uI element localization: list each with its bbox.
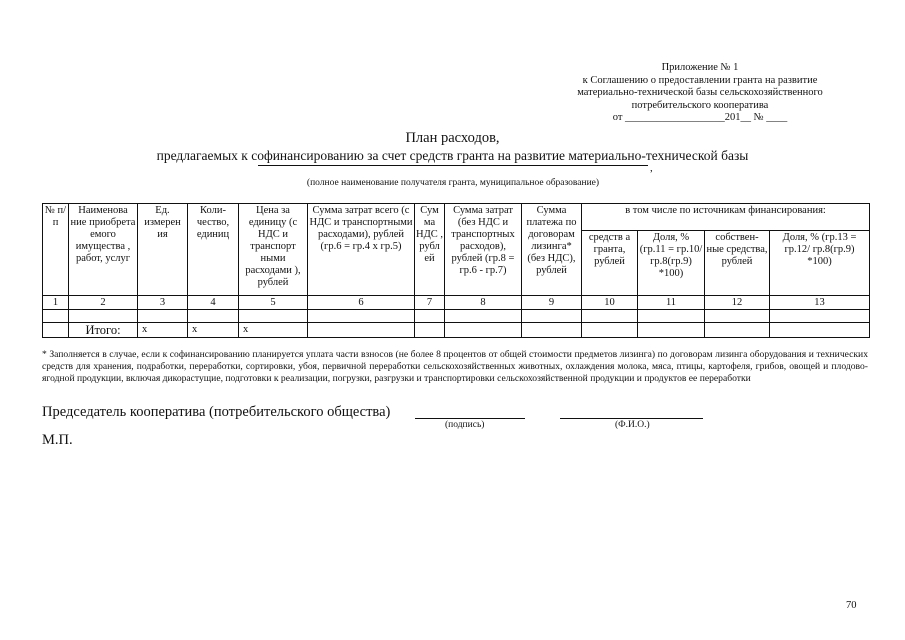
header-cell-13: Доля, % (гр.13 = гр.12/ гр.8(гр.9) *100) [770,231,870,296]
column-number: 12 [705,296,770,310]
empty-cell [445,310,522,323]
empty-cell [308,323,415,338]
recipient-fill-line [258,165,648,167]
empty-cell [770,323,870,338]
column-number: 1 [43,296,69,310]
total-label: Итого: [69,323,138,338]
header-cell-11: Доля, % (гр.11 = гр.10/ гр.8(гр.9) *100) [638,231,705,296]
appendix-line-1: Приложение № 1 [661,62,739,73]
empty-cell [638,323,705,338]
empty-cell [522,310,582,323]
column-number: 2 [69,296,138,310]
column-number-row [43,296,870,310]
empty-cell [415,323,445,338]
total-row [43,323,870,338]
empty-cell [308,310,415,323]
signature-caption: (подпись) [445,420,485,430]
empty-cell [239,310,308,323]
column-number: 9 [522,296,582,310]
total-x-mark: х [239,323,308,338]
column-number: 8 [445,296,522,310]
title-line-2: предлагаемых к софинансированию за счет средств гранта на развитие материально-технической базы [156,148,749,163]
header-cell-10: средств а гранта, рублей [582,231,638,296]
recipient-caption: (полное наименование получателя гранта, муниципальное образование) [306,178,600,188]
column-number: 3 [138,296,188,310]
appendix-line-5: от ___________________201__ № ____ [612,112,788,123]
table-row [43,310,870,323]
appendix-line-3: материально-технической базы сельскохозяйственного [577,87,823,98]
fio-line [560,418,703,419]
empty-cell [705,323,770,338]
column-number: 4 [188,296,239,310]
header-cell-4: Коли- чество, единиц [188,204,239,296]
header-cell-1: № п/п [43,204,69,296]
empty-cell [43,323,69,338]
column-number: 7 [415,296,445,310]
header-cell-9: Сумма платежа по договорам лизинга* (без НДС), рублей [522,204,582,296]
signature-line [415,418,525,419]
fio-caption: (Ф.И.О.) [615,420,650,430]
total-x-mark: х [188,323,239,338]
empty-cell [582,310,638,323]
recipient-comma: , [650,162,653,174]
empty-cell [415,310,445,323]
total-x-mark: х [138,323,188,338]
empty-cell [445,323,522,338]
header-cell-12: собствен- ные средства, рублей [705,231,770,296]
empty-cell [69,310,138,323]
page-number: 70 [846,600,857,611]
column-number: 5 [239,296,308,310]
empty-cell [770,310,870,323]
empty-cell [188,310,239,323]
empty-cell [43,310,69,323]
empty-cell [638,310,705,323]
empty-cell [582,323,638,338]
document-title [0,130,905,164]
column-number: 10 [582,296,638,310]
appendix-line-2: к Соглашению о предоставлении гранта на развитие [582,74,818,86]
expense-plan-table [42,203,870,338]
column-number: 6 [308,296,415,310]
header-cell-2: Наименова ние приобрета емого имущества , работ, услуг [69,204,138,296]
appendix-line-4: потребительского кооператива [631,99,769,111]
title-line-1: План расходов, [405,130,500,146]
column-number: 13 [770,296,870,310]
header-row [43,204,870,231]
header-cell-8: Сумма затрат (без НДС и транспортных расходов), рублей (гр.8 = гр.6 - гр.7) [445,204,522,296]
header-group-financing: в том числе по источникам финансирования: [582,204,870,231]
stamp-label: М.П. [42,432,73,448]
empty-cell [522,323,582,338]
empty-cell [705,310,770,323]
header-cell-3: Ед. измерен ия [138,204,188,296]
empty-cell [138,310,188,323]
appendix-header [420,62,905,125]
column-number: 11 [638,296,705,310]
header-cell-6: Сумма затрат всего (с НДС и транспортными расходами), рублей (гр.6 = гр.4 х гр.5) [308,204,415,296]
chair-label: Председатель кооператива (потребительского общества) [42,404,391,420]
leasing-footnote: * Заполняется в случае, если к софинансированию планируется уплата части взносов (не более 8 процентов от общей стоимости предметов лизинга) по договорам лизинга оборудования и технических средств для хранения, подработки, переработки, сортировки, убоя, первичной переработки сельскохозяйственных животных, охлаждения молока, мяса, птицы, картофеля, грибов, овощей и плодово-ягодной продукции, включая дикорастущие, подготовки к реализации, погрузки, разгрузки и транспортировки сельскохозяйственной продукции и продуктов ее переработки [42,349,868,384]
header-cell-7: Сум ма НДС , рубл ей [415,204,445,296]
header-cell-5: Цена за единицу (с НДС и транспорт ными расходами ), рублей [239,204,308,296]
